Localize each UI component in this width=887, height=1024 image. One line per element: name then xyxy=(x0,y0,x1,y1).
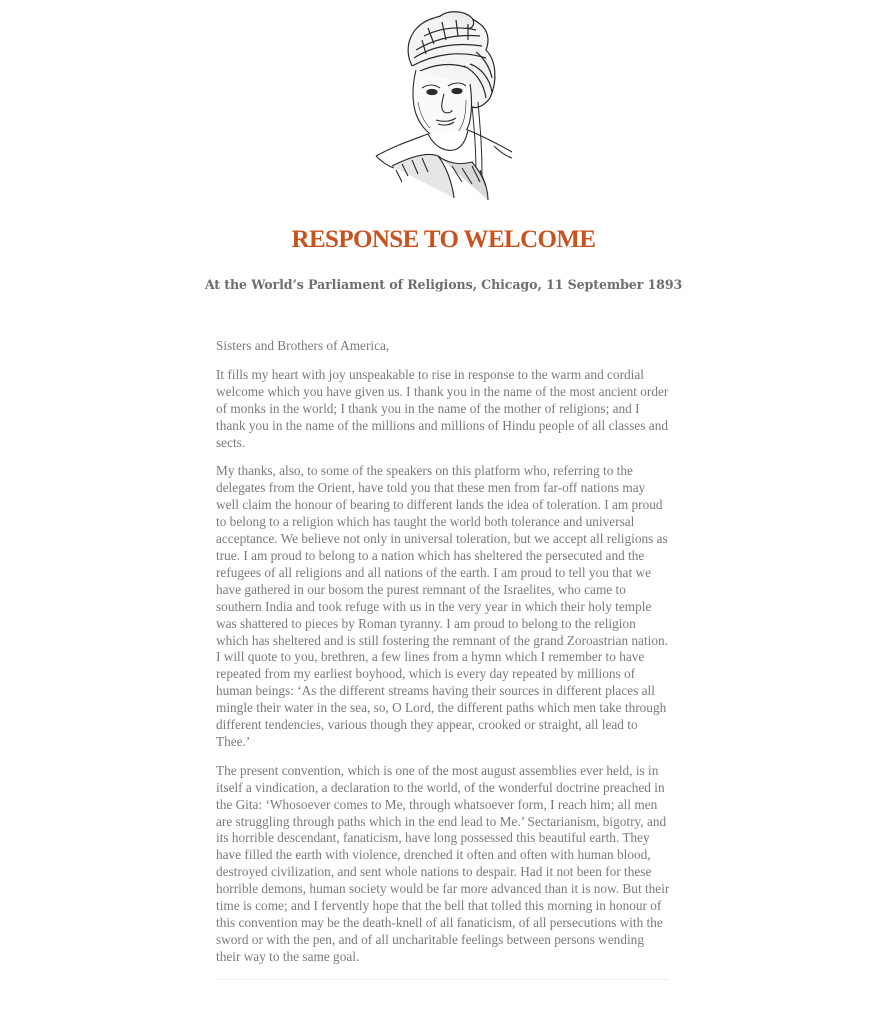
salutation-paragraph: Sisters and Brothers of America, xyxy=(216,338,390,353)
speech-body xyxy=(216,338,671,978)
portrait-illustration xyxy=(372,6,516,202)
page-title: RESPONSE TO WELCOME xyxy=(291,226,596,253)
portrait-drawing xyxy=(372,6,516,202)
body-paragraph: The present convention, which is one of the most august assemblies ever held, is in itself a vindication, a declaration to the world, of the wonderful doctrine preached in the Gita: ‘Whosoever comes to Me, through whatsoever form, I reach him; all men are struggling through paths which in the end lead to Me.’ Sectarianism, bigotry, and its horrible descendant, fanaticism, have long possessed this beautiful earth. They have filled the earth with violence, drenched it often and often with human blood, destroyed civilization, and sent whole nations to despair. Had it not been for these horrible demons, human society would be far more advanced than it is now. But their time is come; and I fervently hope that the bell that tolled this morning in honour of this convention may be the death-knell of all fanaticism, of all persecutions with the sword or with the pen, and of all uncharitable feelings between persons wending their way to the same goal. xyxy=(216,762,670,964)
body-paragraph: My thanks, also, to some of the speakers on this platform who, referring to the delegates from the Orient, have told you that these men from far-off nations may well claim the honour of bearing to different lands the idea of toleration. I am proud to belong to a religion which has taught the world both tolerance and universal acceptance. We believe not only in universal toleration, but we accept all religions as true. I am proud to belong to a nation which has sheltered the persecuted and the refugees of all religions and all nations of the earth. I am proud to tell you that we have gathered in our bosom the purest remnant of the Israelites, who came to southern India and took refuge with us in the very year in which their holy temple was shattered to pieces by Roman tyranny. I am proud to belong to the religion which has sheltered and is still fostering the remnant of the grand Zoroastrian nation. I will quote to you, brethren, a few lines from a hymn which I remember to have repeated from my earliest boyhood, which is every day repeated by millions of human beings: ‘As the different streams having their sources in different places all mingle their water in the sea, so, O Lord, the different paths which men take through different tendencies, various though they appear, crooked or straight, all lead to Thee.’ xyxy=(216,463,668,749)
coat-shape xyxy=(376,130,512,200)
content-divider xyxy=(216,979,669,980)
body-paragraph: It fills my heart with joy unspeakable to rise in response to the warm and cordial welcome which you have given us. I thank you in the name of the most ancient order of monks in the world; I thank you in the name of the mother of religions; and I thank you in the name of the millions and millions of Hindu people of all classes and sects. xyxy=(216,366,669,450)
page-subtitle: At the World’s Parliament of Religions, Chicago, 11 September 1893 xyxy=(204,277,683,292)
